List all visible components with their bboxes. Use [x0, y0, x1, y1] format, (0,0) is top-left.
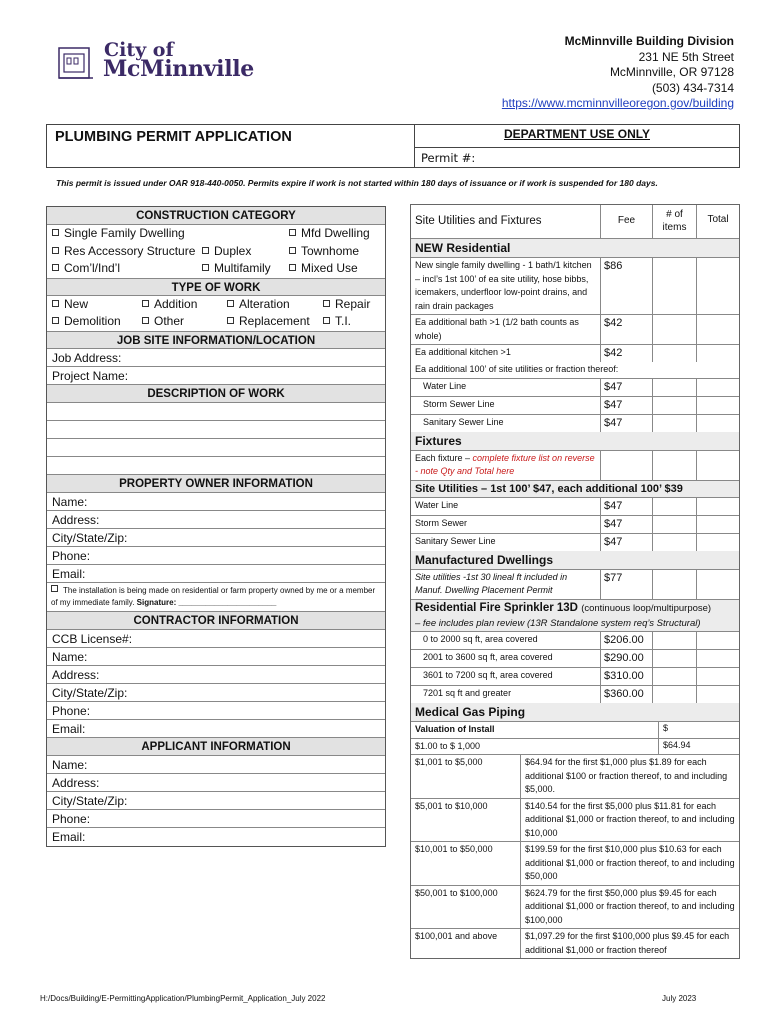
fee-header-fee: Fee — [601, 205, 653, 238]
fee-qty-cell[interactable] — [653, 315, 697, 344]
owner-name-field[interactable]: Name: — [47, 493, 385, 511]
fee-row — [411, 668, 739, 686]
logo-line1: City of — [104, 39, 174, 61]
medgas-dollar-header: $ — [663, 723, 669, 733]
additional-100-label: Ea additional 100’ of site utilities or fraction thereof: — [415, 364, 619, 374]
owner-exemption — [47, 583, 385, 612]
fee-qty-cell[interactable] — [653, 516, 697, 533]
fee-row — [411, 632, 739, 650]
checkbox-label: Multifamily — [214, 261, 271, 275]
applicant-email-field[interactable]: Email: — [52, 829, 86, 844]
applicant-name-field[interactable]: Name: — [47, 756, 385, 774]
fee-qty-cell[interactable] — [653, 379, 697, 396]
fee-row — [411, 397, 739, 415]
owner-heading: PROPERTY OWNER INFORMATION — [47, 475, 385, 493]
medgas-fee-formula: $64.94 for the first $1,000 plus $1.89 for each additional $100 or fraction thereof, to and including $5,000. — [525, 757, 728, 794]
checkbox[interactable] — [142, 317, 149, 324]
medgas-first-fee: $64.94 — [663, 739, 691, 750]
project-name-field[interactable]: Project Name: — [47, 367, 385, 385]
medgas-fee-formula: $140.54 for the first $5,000 plus $11.81 for each additional $1,000 or fraction thereof, to and including $10,000 — [525, 800, 735, 838]
fee-qty-cell[interactable] — [653, 345, 697, 362]
fee-desc: Sanitary Sewer Line — [411, 534, 601, 551]
fee-desc: Sanitary Sewer Line — [411, 415, 601, 432]
manufactured-fee: $77 — [601, 570, 653, 599]
checkbox[interactable] — [323, 300, 330, 307]
fee-desc: New single family dwelling - 1 bath/1 kitchen – incl’s 1st 100’ of ea site utility, hose bibbs, icemakers, underfloor low-point drains, and rain drain packages — [411, 258, 601, 314]
checkbox[interactable] — [323, 317, 330, 324]
fee-row — [411, 686, 739, 703]
fixtures-note: complete fixture list on reverse - note Qty and Total here — [415, 452, 595, 476]
fee-qty-cell[interactable] — [653, 415, 697, 432]
fee-desc: Water Line — [411, 379, 601, 396]
applicant-phone-field[interactable]: Phone: — [47, 810, 385, 828]
owner-city-field[interactable]: City/State/Zip: — [47, 529, 385, 547]
fee-total-cell[interactable] — [697, 516, 739, 533]
city-logo-icon — [56, 42, 96, 82]
checkbox[interactable] — [289, 264, 296, 271]
description-line[interactable] — [47, 439, 385, 457]
fee-desc: Ea additional bath >1 (1/2 bath counts as whole) — [411, 315, 601, 344]
logo-line2: McMinnville — [103, 56, 255, 82]
new-residential-heading: NEW Residential — [411, 239, 739, 258]
checkbox-label: Demolition — [64, 314, 121, 328]
footer-file-path: H:/Docs/Building/E-PermittingApplication/PlumbingPermit_Application_July 2022 — [40, 994, 326, 1003]
medgas-fee-formula: $199.59 for the first $10,000 plus $10.63 for each additional $1,000 or fraction thereof, to and including $50,000 — [525, 844, 735, 881]
fee-desc: Storm Sewer Line — [411, 397, 601, 414]
manufactured-desc: Site utilities -1st 30 lineal ft included in Manuf. Dwelling Placement Permit — [411, 570, 601, 599]
checkbox[interactable] — [52, 300, 59, 307]
checkbox[interactable] — [227, 300, 234, 307]
office-url-link[interactable]: https://www.mcminnvilleoregon.gov/building — [501, 96, 734, 110]
job-address-field[interactable]: Job Address: — [47, 349, 385, 367]
fee-qty-cell[interactable] — [653, 650, 697, 667]
contractor-phone-field[interactable]: Phone: — [47, 702, 385, 720]
site-utilities-heading: Site Utilities – 1st 100’ $47, each additional 100’ $39 — [411, 481, 739, 498]
medgas-row — [411, 886, 739, 930]
contractor-city-field[interactable]: City/State/Zip: — [47, 684, 385, 702]
fee-total-cell[interactable] — [697, 397, 739, 414]
contractor-email-field[interactable]: Email: — [47, 720, 385, 738]
fee-amount: $42 — [601, 315, 653, 344]
fee-desc: Ea additional kitchen >1 — [411, 345, 601, 362]
fee-total-cell[interactable] — [697, 632, 739, 649]
fee-row — [411, 415, 739, 432]
medgas-row — [411, 929, 739, 958]
fee-total-cell[interactable] — [697, 668, 739, 685]
owner-phone-field[interactable]: Phone: — [47, 547, 385, 565]
signature-field[interactable]: Signature: ______________________ — [136, 597, 277, 607]
application-form-left — [46, 206, 386, 847]
owner-exemption-checkbox[interactable] — [51, 585, 58, 592]
medgas-range: $1,001 to $5,000 — [411, 755, 521, 798]
checkbox[interactable] — [52, 264, 59, 271]
checkbox-label: Addition — [154, 296, 198, 311]
contractor-address-field[interactable]: Address: — [47, 666, 385, 684]
fee-qty-cell[interactable] — [653, 534, 697, 551]
owner-email-field[interactable]: Email: — [47, 565, 385, 583]
fee-qty-cell[interactable] — [653, 668, 697, 685]
fee-total-cell[interactable] — [697, 451, 739, 480]
checkbox[interactable] — [52, 229, 59, 236]
fee-row — [411, 315, 739, 345]
fee-desc: 0 to 2000 sq ft, area covered — [411, 632, 601, 649]
medgas-first-range: $1.00 to $ 1,000 — [411, 739, 659, 755]
checkbox-label: Duplex — [214, 243, 252, 258]
checkbox[interactable] — [202, 247, 209, 254]
office-street: 231 NE 5th Street — [638, 49, 734, 64]
checkbox-label: Mixed Use — [301, 261, 358, 275]
sprinkler-note: – fee includes plan review (13R Standalone system req’s Structural) — [415, 617, 701, 629]
fee-amount: $47 — [601, 516, 653, 533]
checkbox[interactable] — [289, 229, 296, 236]
checkbox[interactable] — [52, 317, 59, 324]
contractor-heading: CONTRACTOR INFORMATION — [47, 612, 385, 630]
fee-amount: $310.00 — [601, 668, 653, 685]
fee-header-desc: Site Utilities and Fixtures — [411, 205, 601, 238]
fee-total-cell[interactable] — [697, 498, 739, 515]
checkbox[interactable] — [227, 317, 234, 324]
manufactured-heading: Manufactured Dwellings — [411, 551, 739, 570]
fee-desc: 7201 sq ft and greater — [411, 686, 601, 703]
medgas-range: $50,001 to $100,000 — [411, 886, 521, 929]
fee-qty-cell[interactable] — [653, 498, 697, 515]
applicant-address-field[interactable]: Address: — [47, 774, 385, 792]
fee-row — [411, 345, 739, 362]
fee-table — [410, 204, 740, 959]
medgas-row — [411, 842, 739, 886]
fee-amount: $47 — [601, 415, 653, 432]
medgas-fee-formula: $624.79 for the first $50,000 plus $9.45 for each additional $1,000 or fraction thereof, to and including $100,000 — [525, 887, 735, 925]
checkbox[interactable] — [52, 247, 59, 254]
fee-total-cell[interactable] — [697, 534, 739, 551]
checkbox[interactable] — [142, 300, 149, 307]
fee-row — [411, 258, 739, 315]
fee-desc: 3601 to 7200 sq ft, area covered — [411, 668, 601, 685]
fee-qty-cell[interactable] — [653, 397, 697, 414]
owner-address-field[interactable]: Address: — [47, 511, 385, 529]
office-phone: (503) 434-7314 — [651, 80, 734, 95]
medical-gas-heading: Medical Gas Piping — [411, 703, 739, 722]
fixtures-desc: Each fixture – — [415, 452, 473, 463]
contractor-name-field[interactable]: Name: — [47, 648, 385, 666]
fixtures-heading: Fixtures — [411, 432, 739, 451]
fee-amount: $206.00 — [601, 632, 653, 649]
applicant-city-field[interactable]: City/State/Zip: — [47, 792, 385, 810]
fee-row — [411, 650, 739, 668]
fee-header-qty: # of items — [653, 205, 697, 238]
office-city: McMinnville, OR 97128 — [609, 65, 734, 79]
department-use-heading: DEPARTMENT USE ONLY — [503, 127, 650, 141]
checkbox-label: New — [64, 296, 89, 311]
checkbox-label: Single Family Dwelling — [64, 226, 185, 240]
fee-amount: $47 — [601, 534, 653, 551]
fee-desc: 2001 to 3600 sq ft, area covered — [411, 650, 601, 667]
fee-row — [411, 379, 739, 397]
checkbox-label: Mfd Dwelling — [301, 226, 370, 240]
fee-amount: $47 — [601, 379, 653, 396]
medgas-range: $100,001 and above — [411, 929, 521, 958]
checkbox-label: Replacement — [239, 314, 310, 328]
checkbox-label: T.I. — [335, 314, 352, 328]
fee-amount: $290.00 — [601, 650, 653, 667]
fee-total-cell[interactable] — [697, 650, 739, 667]
fee-qty-cell[interactable] — [653, 258, 697, 314]
fee-total-cell[interactable] — [697, 345, 739, 362]
owner-exemption-note: The installation is being made on residential or farm property owned by me or a member of my immediate family. — [51, 585, 376, 607]
fee-desc: Storm Sewer — [411, 516, 601, 533]
medgas-range: $10,001 to $50,000 — [411, 842, 521, 885]
checkbox-label: Alteration — [239, 296, 290, 311]
sprinkler-title: Residential Fire Sprinkler 13D — [415, 601, 578, 614]
description-line[interactable] — [47, 457, 385, 475]
medgas-valuation-header: Valuation of Install — [411, 722, 659, 738]
fee-total-cell[interactable] — [697, 258, 739, 314]
fee-qty-cell[interactable] — [653, 570, 697, 599]
fee-total-cell[interactable] — [697, 570, 739, 599]
medgas-range: $5,001 to $10,000 — [411, 799, 521, 842]
fee-amount: $86 — [601, 258, 653, 314]
form-title-box — [46, 124, 414, 168]
office-address — [502, 34, 734, 112]
fee-total-cell[interactable] — [697, 379, 739, 396]
fee-row — [411, 516, 739, 534]
sprinkler-subtitle: (continuous loop/multipurpose) — [581, 602, 712, 614]
medgas-row — [411, 755, 739, 799]
description-heading: DESCRIPTION OF WORK — [47, 385, 385, 403]
department-use-box — [414, 124, 740, 168]
applicant-heading: APPLICANT INFORMATION — [47, 738, 385, 756]
office-name: McMinnville Building Division — [564, 34, 734, 48]
fixtures-row — [411, 451, 601, 480]
checkbox-label: Repair — [335, 296, 371, 311]
permit-notice: This permit is issued under OAR 918-440-0050. Permits expire if work is not started within 180 days of issuance or if work is suspended for 180 days. — [56, 178, 658, 188]
checkbox[interactable] — [202, 264, 209, 271]
fee-qty-cell[interactable] — [653, 451, 697, 480]
permit-number-label: Permit #: — [421, 151, 476, 165]
fee-amount: $360.00 — [601, 686, 653, 703]
checkbox[interactable] — [289, 247, 296, 254]
fee-header-total: Total — [707, 214, 729, 225]
form-title: PLUMBING PERMIT APPLICATION — [55, 129, 292, 145]
fee-total-cell[interactable] — [697, 686, 739, 703]
type-of-work-heading: TYPE OF WORK — [47, 278, 385, 296]
fee-desc: Water Line — [411, 498, 601, 515]
fee-total-cell[interactable] — [697, 415, 739, 432]
checkbox-label: Res Accessory Structure — [64, 243, 196, 258]
fee-amount: $47 — [601, 397, 653, 414]
fee-qty-cell[interactable] — [653, 686, 697, 703]
checkbox-label: Townhome — [301, 243, 360, 258]
construction-category-heading: CONSTRUCTION CATEGORY — [47, 207, 385, 225]
fee-total-cell[interactable] — [697, 315, 739, 344]
fee-amount: $47 — [601, 498, 653, 515]
fee-qty-cell[interactable] — [653, 632, 697, 649]
footer-date: July 2023 — [662, 994, 697, 1003]
medgas-fee-formula: $1,097.29 for the first $100,000 plus $9.45 for each additional $1,000 or fraction thereof — [525, 931, 730, 955]
checkbox-label: Other — [154, 314, 185, 328]
fee-amount: $42 — [601, 345, 653, 362]
job-site-heading: JOB SITE INFORMATION/LOCATION — [47, 331, 385, 349]
medgas-row — [411, 799, 739, 843]
sprinkler-heading — [411, 600, 739, 616]
ccb-license-field[interactable]: CCB License#: — [47, 630, 385, 648]
fee-row — [411, 498, 739, 516]
fee-row — [411, 534, 739, 551]
description-line[interactable] — [47, 421, 385, 439]
description-line[interactable] — [47, 403, 385, 421]
checkbox-label: Com’l/Ind’l — [64, 261, 121, 275]
